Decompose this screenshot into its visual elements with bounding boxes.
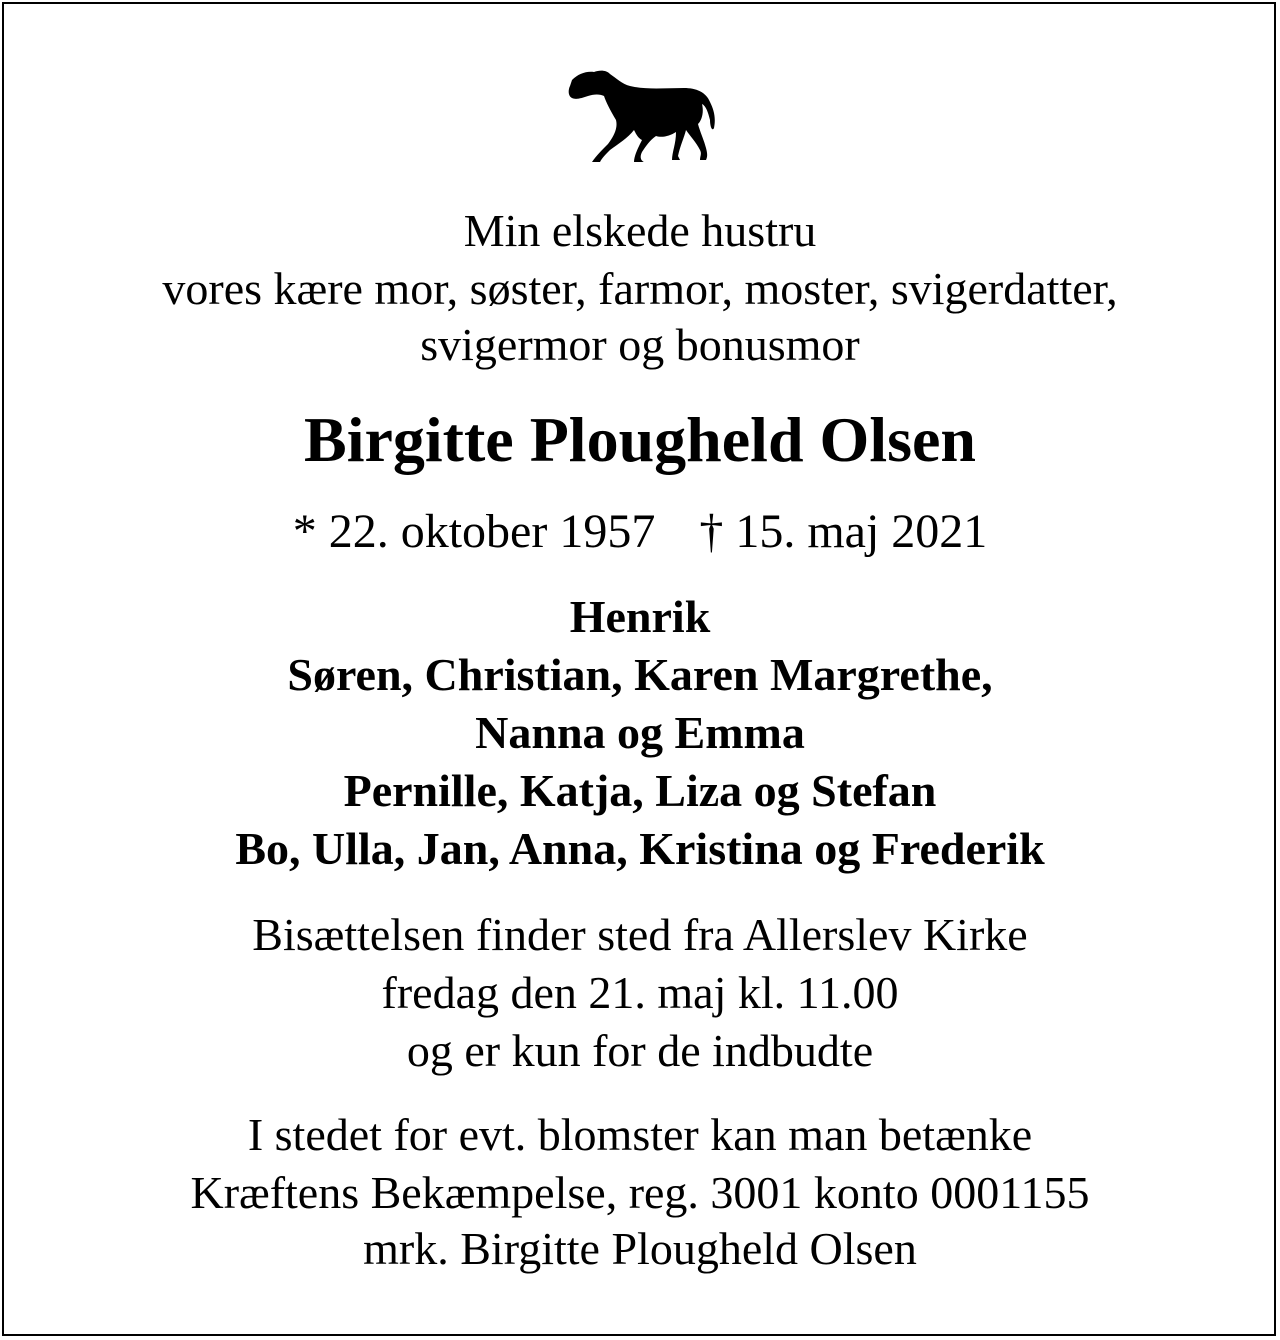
donation-line-1: I stedet for evt. blomster kan man betænke: [247, 1109, 1033, 1160]
intro-line-3: svigermor og bonusmor: [420, 319, 860, 370]
horse-icon: [566, 66, 718, 164]
intro-line-2: vores kære mor, søster, farmor, moster, svigerdatter,: [162, 263, 1118, 314]
donation-line-2: Kræftens Bekæmpelse, reg. 3001 konto 0001155: [190, 1167, 1090, 1218]
life-dates: [0, 505, 1280, 558]
donation-line-3: mrk. Birgitte Plougheld Olsen: [363, 1223, 917, 1274]
service-line-3: og er kun for de indbudte: [406, 1025, 874, 1076]
service-line-1: Bisættelsen finder sted fra Allerslev Kirke: [252, 909, 1028, 960]
family-line-3: Nanna og Emma: [475, 707, 805, 758]
service-line-2: fredag den 21. maj kl. 11.00: [381, 967, 899, 1018]
family-line-1: Henrik: [569, 591, 711, 642]
deceased-name: Birgitte Plougheld Olsen: [304, 404, 976, 475]
death-date: † 15. maj 2021: [699, 505, 988, 558]
intro-line-1: Min elskede hustru: [463, 205, 817, 256]
birth-date: * 22. oktober 1957: [292, 505, 656, 558]
family-line-5: Bo, Ulla, Jan, Anna, Kristina og Frederik: [235, 823, 1045, 874]
family-line-2: Søren, Christian, Karen Margrethe,: [287, 649, 993, 700]
family-line-4: Pernille, Katja, Liza og Stefan: [343, 765, 937, 816]
